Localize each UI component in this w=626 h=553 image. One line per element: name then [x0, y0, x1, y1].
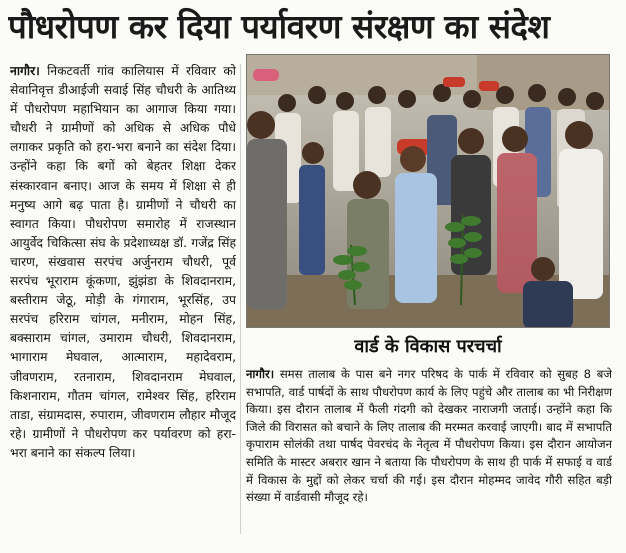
story-body: निकटवर्ती गांव कालियास में रविवार को सेवानिवृत्त डीआईजी सवाई सिंह चौधरी के आतिथ्य में पौधरोपण महाभियान का आगाज किया गया। चौधरी ने ग्रामीणों को अधिक से अधिक पौधे लगाकर प्रकृति को हरा-भरा बनाने का संदेश दिया। उन्होंने कहा कि बगों को बेहतर शिक्षा देकर संस्कारवान बनाए। आज के समय में शिक्षा से ही मनुष्य आगे बढ़ पाता है। ग्रामीणों ने चौधरी का स्वागत किया। पौधरोपण समारोह में राजस्थान आयुर्वेद चिकित्सा संघ के प्रदेशाध्यक्ष डॉ. गजेंद्र सिंह चारण, संखवास सरपंच अर्जुनराम चौधरी, पूर्व सरपंच भूराराम कूंकणा, झुंझंडा के शिवदानराम, बस्तीराम जेठू, मोड़ी के गंगाराम, भूरसिंह, उप सरपंच हरिराम चांगल, मनीराम, मोहन सिंह, बक्साराम चांगल, उमाराम चौधरी, शिवदानराम, भागाराम मेघवाल, आत्माराम, महादेवराम, जीवणराम, रतनाराम, शिवदानराम मेघवाल, किशनाराम, गौतम चांगल, रामेश्वर सिंह, हरिराम ताडा, संग्रामदास, रुपाराम, जीवणराम लौहार मौजूद रहे। ग्रामीणों ने पौधरोपण कर पर्यावरण को हरा-भरा बनाने का संकल्प लिया। [10, 64, 236, 460]
photo-illustration [247, 55, 610, 328]
story-plantation-kaliyas [10, 62, 236, 546]
column-divider [240, 64, 241, 534]
news-photo-tree-plantation [246, 54, 610, 328]
dateline: नागौर। [10, 64, 40, 78]
headline: पौधरोपण कर दिया पर्यावरण संरक्षण का संदेश [8, 7, 550, 46]
story-ward-development [246, 366, 612, 546]
story-body: समस तालाब के पास बने नगर परिषद के पार्क में रविवार को सुबह 8 बजे सभापति, वार्ड पार्षदों के साथ पौधरोपण कार्य के लिए पहुंचे और तालाब का भी निरीक्षण किया। इस दौरान तालाब में फैली गंदगी को देखकर नाराजगी जताई। उन्होंने कहा कि जिले की विरासत को बचाने के लिए तालाब की मरम्मत करवाई जाएगी। बाद में सभापति कृपाराम सोलंकी तथा पार्षद पेवरचंद के नेतृत्व में पौधरोपण किया। इस दौरान आयोजन समिति के मास्टर अबरार खान ने बताया कि पौधरोपण के साथ ही पार्क में सफाई व वार्ड में विकास के मुद्दों को लेकर चर्चा की गई। इस दौरान मोहम्मद जावेद गौरी सहित बड़ी संख्या में वार्डवासी मौजूद रहे। [246, 367, 612, 505]
dateline: नागौर। [246, 367, 275, 381]
subheadline: वार्ड के विकास परचर्चा [354, 336, 502, 357]
